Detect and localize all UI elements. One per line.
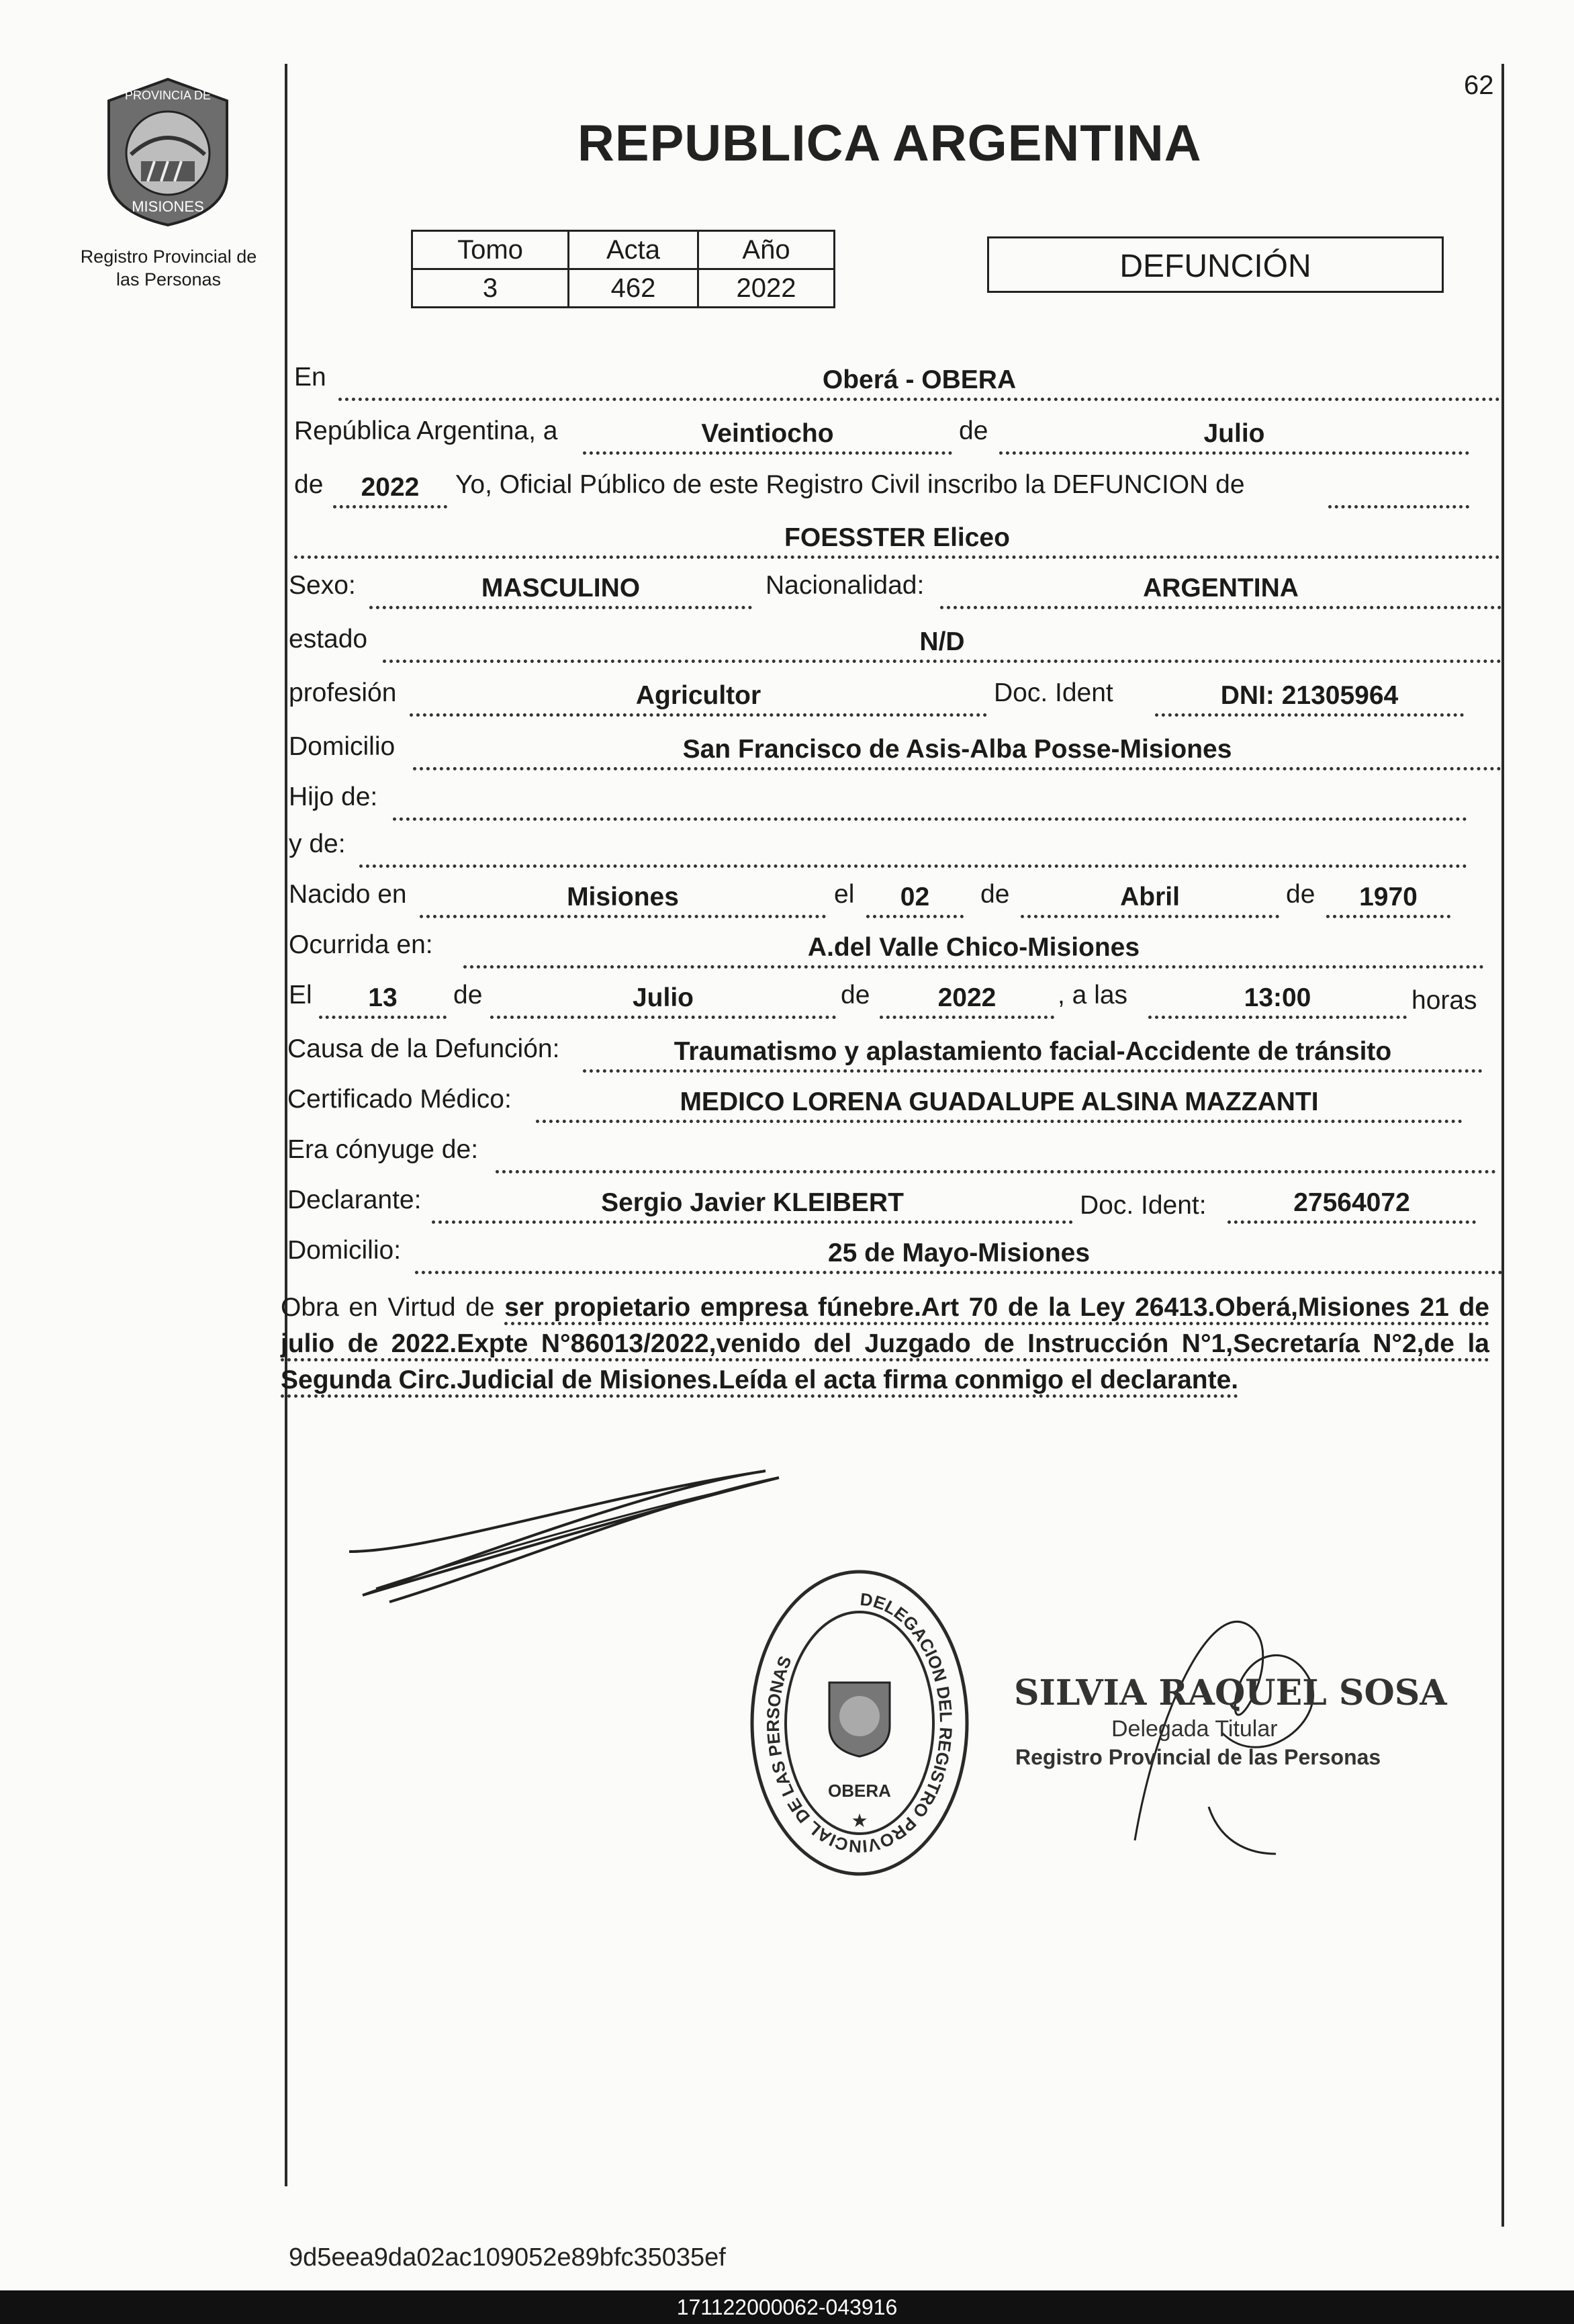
nacionalidad-field: ARGENTINA xyxy=(940,571,1501,609)
doc-field: DNI: 21305964 xyxy=(1155,678,1464,717)
estado-field: N/D xyxy=(383,625,1501,663)
province-logo xyxy=(101,74,235,228)
row-name xyxy=(294,521,1503,562)
birthplace-field: Misiones xyxy=(420,880,826,918)
declarante-domicilio-field: 25 de Mayo-Misiones xyxy=(415,1236,1503,1274)
row-estado: estado N/D xyxy=(289,625,1504,666)
row-hijo: Hijo de: xyxy=(289,783,1504,824)
declarant-signature xyxy=(336,1451,792,1619)
death-day-field: 13 xyxy=(319,981,447,1019)
registry-value-acta: 462 xyxy=(569,269,698,308)
row-year: de 2022 Yo, Oficial Público de este Registro Civil inscribo la DEFUNCION de xyxy=(294,470,1503,512)
row-y-de: y de: xyxy=(289,830,1504,871)
declarante-doc-field: 27564072 xyxy=(1228,1186,1476,1224)
row-certificado: Certificado Médico: MEDICO LORENA GUADALUPE ALSINA MAZZANTI xyxy=(287,1085,1503,1126)
domicilio-field: San Francisco de Asis-Alba Posse-Misiones xyxy=(413,732,1501,770)
page-number: 62 xyxy=(1464,71,1494,100)
row-date: República Argentina, a Veintiocho de Julio xyxy=(294,416,1503,458)
birth-month-field: Abril xyxy=(1021,880,1279,918)
place-field: Oberá - OBERA xyxy=(338,363,1500,401)
svg-text:MISIONES: MISIONES xyxy=(132,198,204,215)
registry-value-anio: 2022 xyxy=(698,269,835,308)
row-profesion: profesión Agricultor Doc. Ident DNI: 21305964 xyxy=(289,678,1504,720)
official-name: SILVIA RAQUEL SOSA xyxy=(1014,1672,1447,1713)
record-type-box: DEFUNCIÓN xyxy=(987,236,1444,293)
footer-code: 171122000062-043916 xyxy=(0,2290,1574,2324)
y-de-field xyxy=(359,830,1467,868)
declarante-field: Sergio Javier KLEIBERT xyxy=(432,1186,1073,1224)
svg-text:OBERA: OBERA xyxy=(828,1781,891,1801)
registry-header-anio: Año xyxy=(698,231,835,269)
row-en: En Oberá - OBERA xyxy=(294,363,1503,404)
death-month-field: Julio xyxy=(490,981,836,1019)
death-time-field: 13:00 xyxy=(1148,981,1407,1019)
obra-text: ser propietario empresa fúnebre.Art 70 de la Ley 26413.Oberá,Misiones 21 de julio de 2022.Expte N°86013/2022,venido del Juzgado de Instrucción N°1,Secretaría N°2,de la Segunda Circ.Judicial de Misiones.Leída el acta firma conmigo el declarante. xyxy=(281,1293,1489,1398)
birth-day-field: 02 xyxy=(866,880,964,918)
row-domicilio2: Domicilio: 25 de Mayo-Misiones xyxy=(287,1236,1503,1278)
registry-header-acta: Acta xyxy=(569,231,698,269)
birth-year-field: 1970 xyxy=(1326,880,1450,918)
row-ocurrida: Ocurrida en: A.del Valle Chico-Misiones xyxy=(289,930,1504,972)
page-title: REPUBLICA ARGENTINA xyxy=(577,115,1202,172)
year-field: 2022 xyxy=(333,470,447,508)
svg-text:PROVINCIA DE: PROVINCIA DE xyxy=(124,89,212,102)
deceased-name-field: FOESSTER Eliceo xyxy=(294,521,1500,559)
row-domicilio: Domicilio San Francisco de Asis-Alba Posse-Misiones xyxy=(289,732,1504,774)
svg-text:★: ★ xyxy=(851,1809,868,1832)
causa-field: Traumatismo y aplastamiento facial-Accidente de tránsito xyxy=(583,1034,1483,1073)
logo-caption: Registro Provincial de las Personas xyxy=(80,247,257,289)
certificado-field: MEDICO LORENA GUADALUPE ALSINA MAZZANTI xyxy=(536,1085,1463,1123)
row-conyuge: Era cónyuge de: xyxy=(287,1135,1503,1177)
row-nacido: Nacido en Misiones el 02 de Abril de 1970 xyxy=(289,880,1504,922)
row-sexo: Sexo: MASCULINO Nacionalidad: ARGENTINA xyxy=(289,571,1504,613)
day-field: Veintiocho xyxy=(583,416,952,455)
obra-paragraph: Obra en Virtud de ser propietario empresa fúnebre.Art 70 de la Ley 26413.Oberá,Misiones 21 de julio de 2022.Expte N°86013/2022,venido del Juzgado de Instrucción N°1,Secretaría N°2,de la Segunda Circ.Judicial de Misiones.Leída el acta firma conmigo el declarante. xyxy=(281,1290,1489,1398)
month-field: Julio xyxy=(999,416,1469,455)
svg-text:DELEGACION DEL REGISTRO PROVIN: DELEGACION DEL REGISTRO PROVINCIAL DE LAS PERSONAS xyxy=(762,1589,957,1857)
official-seal xyxy=(745,1565,974,1881)
official-org: Registro Provincial de las Personas xyxy=(1015,1745,1381,1769)
registry-header-tomo: Tomo xyxy=(412,231,569,269)
document-hash: 9d5eea9da02ac109052e89bfc35035ef xyxy=(289,2243,726,2272)
death-place-field: A.del Valle Chico-Misiones xyxy=(463,930,1484,969)
sexo-field: MASCULINO xyxy=(369,571,752,609)
row-causa: Causa de la Defunción: Traumatismo y aplastamiento facial-Accidente de tránsito xyxy=(287,1034,1503,1076)
registry-table xyxy=(411,230,835,308)
profesion-field: Agricultor xyxy=(410,678,987,717)
hijo-field xyxy=(393,783,1467,821)
statement-blank xyxy=(1328,470,1469,508)
official-role: Delegada Titular xyxy=(1111,1716,1278,1742)
row-declarante: Declarante: Sergio Javier KLEIBERT Doc. Ident: 27564072 xyxy=(287,1186,1503,1227)
conyuge-field xyxy=(496,1135,1496,1173)
row-death-date: El 13 de Julio de 2022 , a las 13:00 horas xyxy=(289,981,1504,1022)
death-year-field: 2022 xyxy=(880,981,1054,1019)
registry-value-tomo: 3 xyxy=(412,269,569,308)
